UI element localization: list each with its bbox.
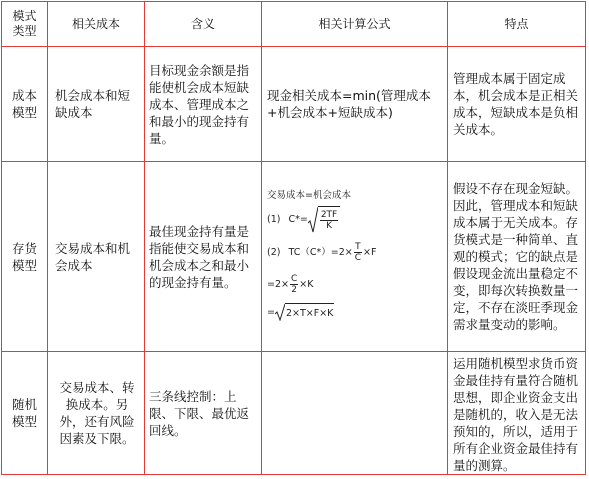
cell-related-cost <box>48 352 145 475</box>
feature-text: 管理成本属于固定成本，机会成本是正相关成本，短缺成本是负相关成本。 <box>453 71 579 137</box>
formula-2-prefix: (2) <box>267 247 281 258</box>
formula-title: 交易成本=机会成本 <box>267 190 351 201</box>
header-cell-meaning <box>145 2 262 47</box>
fraction <box>290 274 298 295</box>
fraction-numerator: C <box>290 274 298 284</box>
cell-related-cost <box>48 162 145 352</box>
model-type-text: 随机模型 <box>11 397 37 429</box>
header-formula-label: 相关计算公式 <box>318 16 391 31</box>
formula-line-1 <box>267 204 447 236</box>
formula-text: 现金相关成本=min(管理成本+机会成本+短缺成本) <box>267 88 431 120</box>
radicand: 2×T×F×K <box>285 303 334 322</box>
feature-text: 假设不存在现金短缺。因此，管理成本和短缺成本属于无关成本。存货模式是一种简单、直观的模式；它的缺点是假设现金流出量稳定不变，即每次转换数量一定，不存在淡旺季现金需求量变动的影响。 <box>453 181 579 332</box>
cell-formula <box>262 47 448 162</box>
cell-related-cost <box>48 47 145 162</box>
model-type-text: 成本模型 <box>11 88 37 120</box>
formula-line-4 <box>267 300 447 326</box>
cell-meaning <box>145 47 262 162</box>
radical-sign-icon <box>275 303 285 321</box>
cell-model-type <box>2 47 48 162</box>
header-row <box>2 2 586 47</box>
fraction <box>354 242 362 263</box>
header-feature-label: 特点 <box>504 16 529 31</box>
related-cost-text: 交易成本、转换成本。另外，还有风险因素及下限。 <box>59 380 135 446</box>
fraction-denominator: 2 <box>291 285 297 295</box>
cash-holding-models-table <box>1 1 586 475</box>
table-row-random-model <box>2 352 586 475</box>
table-row-cost-model <box>2 47 586 162</box>
formula-4-lhs: = <box>267 307 275 318</box>
cell-model-type <box>2 352 48 475</box>
sqrt-symbol <box>308 206 340 234</box>
radical-sign-icon <box>308 206 318 234</box>
header-cell-feature <box>448 2 586 47</box>
cell-meaning <box>145 162 262 352</box>
formula-title-row <box>267 188 447 204</box>
meaning-text: 最佳现金持有量是指能使交易成本和机会成本之和最小的现金持有量。 <box>149 223 250 290</box>
feature-text: 运用随机模型求货币资金最佳持有量符合随机思想，即企业资金支出是随机的，收入是无法预知的，所以，适用于所有企业资金最佳持有量的测算。 <box>453 356 579 473</box>
header-meaning-label: 含义 <box>190 16 215 31</box>
model-type-text: 存货模型 <box>11 240 37 273</box>
formula-line-2 <box>267 236 447 270</box>
eoq-formula-block <box>267 188 447 326</box>
formula-line-3 <box>267 270 447 300</box>
meaning-text: 目标现金余额是指能使机会成本短缺成本、管理成本之和最小的现金持有量。 <box>149 62 250 146</box>
formula-1-lhs: C*= <box>288 214 308 225</box>
formula-1-prefix: (1) <box>267 214 281 225</box>
fraction-numerator: T <box>355 242 361 252</box>
header-cell-related-cost <box>48 2 145 47</box>
fraction-denominator: C <box>354 253 361 263</box>
formula-2-tail: ×F <box>363 247 377 258</box>
header-model-type-label: 模式类型 <box>12 9 37 38</box>
formula-3-tail: ×K <box>299 279 314 290</box>
header-cell-formula <box>262 2 448 47</box>
fraction <box>320 210 338 231</box>
related-cost-text: 交易成本和机会成本 <box>55 240 131 273</box>
cell-formula <box>262 352 448 475</box>
table-row-inventory-model <box>2 162 586 352</box>
cell-model-type <box>2 162 48 352</box>
cell-feature <box>448 352 586 475</box>
cell-formula <box>262 162 448 352</box>
fraction-denominator: K <box>326 221 332 231</box>
cell-feature <box>448 47 586 162</box>
formula-3-lhs: =2× <box>267 279 289 290</box>
header-cell-model-type <box>2 2 48 47</box>
cell-feature <box>448 162 586 352</box>
fraction-numerator: 2TF <box>320 210 338 220</box>
meaning-text: 三条线控制：上限、下限、最优返回线。 <box>149 388 250 438</box>
sqrt-symbol <box>275 303 334 322</box>
header-related-cost-label: 相关成本 <box>71 16 120 31</box>
cell-meaning <box>145 352 262 475</box>
related-cost-text: 机会成本和短缺成本 <box>55 88 131 120</box>
formula-2-lhs: TC（C*）=2× <box>288 247 353 258</box>
